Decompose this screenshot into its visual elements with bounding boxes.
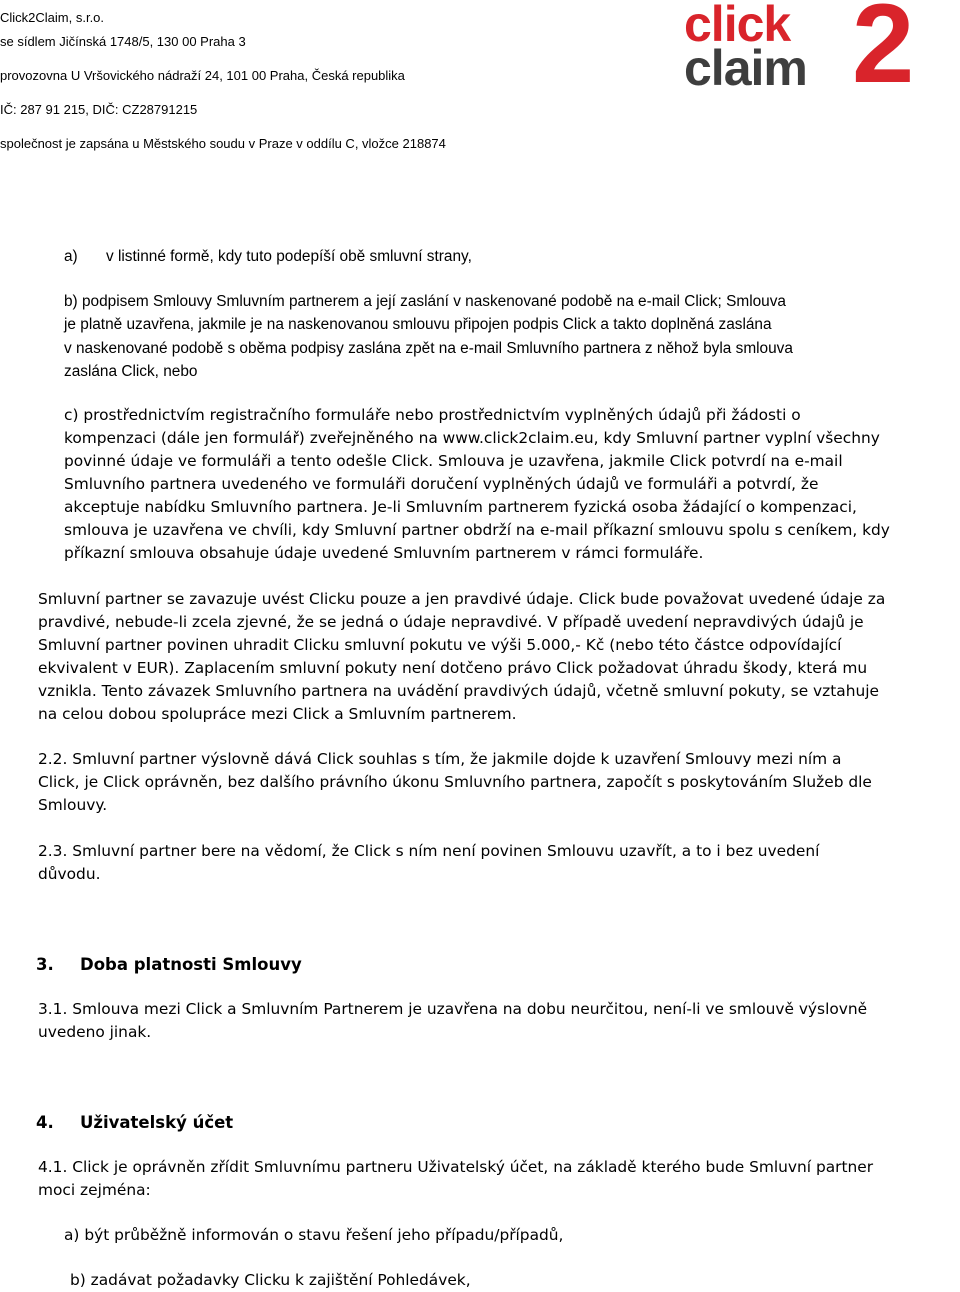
clause-line: 2.3. Smluvní partner bere na vědomí, že Click s ním není povinen Smlouvu uzavřít, a to i bez uvedení — [38, 842, 820, 860]
item-a-text: v listinné formě, kdy tuto podepíší obě smluvní strany, — [106, 248, 472, 265]
section-3-number: 3. — [36, 955, 54, 974]
item-c-line: Smluvního partnera uvedeného ve formuláři doručení vyplněných údajů ve formuláři a potvrdí, že — [64, 475, 819, 493]
company-office: provozovna U Vršovického nádraží 24, 101 00 Praha, Česká republika — [0, 68, 405, 83]
item-b-line: zaslána Click, nebo — [64, 363, 198, 380]
item-b-line: b) podpisem Smlouvy Smluvním partnerem a její zaslání v naskenované podobě na e-mail Click; Smlouva — [64, 293, 786, 310]
list-item: a) být průběžně informován o stavu řešení jeho případu/případů, — [64, 1226, 564, 1244]
section-4-title: Uživatelský účet — [80, 1113, 234, 1132]
clause-line: 4.1. Click je oprávněn zřídit Smluvnímu partneru Uživatelský účet, na základě kterého bude Smluvní partner — [38, 1158, 874, 1176]
clause-line: uvedeno jinak. — [38, 1023, 152, 1041]
clause-line: 3.1. Smlouva mezi Click a Smluvním Partnerem je uzavřena na dobu neurčitou, není-li ve smlouvě výslovně — [38, 1000, 868, 1018]
item-c-line: kompenzaci (dále jen formulář) zveřejněného na www.click2claim.eu, kdy Smluvní partner vyplní všechny — [64, 429, 880, 447]
item-c-line: povinné údaje ve formuláři a tento odešle Click. Smlouva je uzavřena, jakmile Click potvrdí na e-mail — [64, 452, 843, 470]
section-4-heading — [36, 1111, 233, 1134]
paragraph-line: Smluvní partner se zavazuje uvést Clicku pouze a jen pravdivé údaje. Click bude považovat uvedené údaje za — [38, 590, 886, 608]
item-c-line: smlouva je uzavřena ve chvíli, kdy Smluvní partner obdrží na e-mail příkazní smlouvu spolu s ceníkem, kdy — [64, 521, 890, 539]
paragraph-line: ekvivalent v EUR). Zaplacením smluvní pokuty není dotčeno právo Click požadovat úhradu škody, která mu — [38, 659, 868, 677]
section-3-title: Doba platnosti Smlouvy — [80, 955, 302, 974]
clause-line: moci zejména: — [38, 1181, 151, 1199]
company-address: se sídlem Jičínská 1748/5, 130 00 Praha 3 — [0, 34, 246, 49]
company-name: Click2Claim, s.r.o. — [0, 10, 105, 25]
paragraph-line: vznikla. Tento závazek Smluvního partnera na uvádění pravdivých údajů, včetně smluvní pokuty, se vztahuje — [38, 682, 879, 700]
list-item: b) zadávat požadavky Clicku k zajištění Pohledávek, — [70, 1271, 471, 1289]
clause-line: 2.2. Smluvní partner výslovně dává Click souhlas s tím, že jakmile dojde k uzavření Smlouvy mezi ním a — [38, 750, 842, 768]
clause-line: Click, je Click oprávněn, bez dalšího právního úkonu Smluvního partnera, započít s poskytováním Služeb dle — [38, 773, 872, 791]
company-registry: společnost je zapsána u Městského soudu v Praze v oddílu C, vložce 218874 — [0, 136, 446, 151]
logo-word-click: click — [684, 0, 791, 52]
item-c-line: c) prostřednictvím registračního formuláře nebo prostřednictvím vyplněných údajů při žádosti o — [64, 406, 801, 424]
item-c-line: akceptuje nabídku Smluvního partnera. Je-li Smluvním partnerem fyzická osoba žádající o kompenzaci, — [64, 498, 857, 516]
item-b-line: v naskenované podobě s oběma podpisy zaslána zpět na e-mail Smluvního partnera z něhož byla smlouva — [64, 340, 793, 357]
paragraph-line: pravdivé, nebude-li zcela zjevné, že se jedná o údaje nepravdivé. V případě uvedení nepravdivých údajů je — [38, 613, 864, 631]
company-ids: IČ: 287 91 215, DIČ: CZ28791215 — [0, 102, 198, 117]
section-4-number: 4. — [36, 1113, 54, 1132]
logo-digit: 2 — [852, 0, 915, 106]
paragraph-line: Smluvní partner povinen uhradit Clicku smluvní pokutu ve výši 5.000,- Kč (nebo této částce odpovídající — [38, 636, 842, 654]
clause-line: důvodu. — [38, 865, 101, 883]
section-3-heading — [36, 953, 302, 976]
click2claim-logo — [682, 0, 960, 106]
clause-line: Smlouvy. — [38, 796, 108, 814]
logo-word-claim: claim — [684, 40, 807, 96]
item-a — [64, 245, 472, 268]
item-a-label: a) — [64, 248, 78, 265]
item-b-line: je platně uzavřena, jakmile je na naskenovanou smlouvu připojen podpis Click a takto doplněná zaslána — [64, 316, 772, 333]
item-c-line: příkazní smlouva obsahuje údaje uvedené Smluvním partnerem v rámci formuláře. — [64, 544, 704, 562]
paragraph-line: na celou dobou spolupráce mezi Click a Smluvním partnerem. — [38, 705, 517, 723]
